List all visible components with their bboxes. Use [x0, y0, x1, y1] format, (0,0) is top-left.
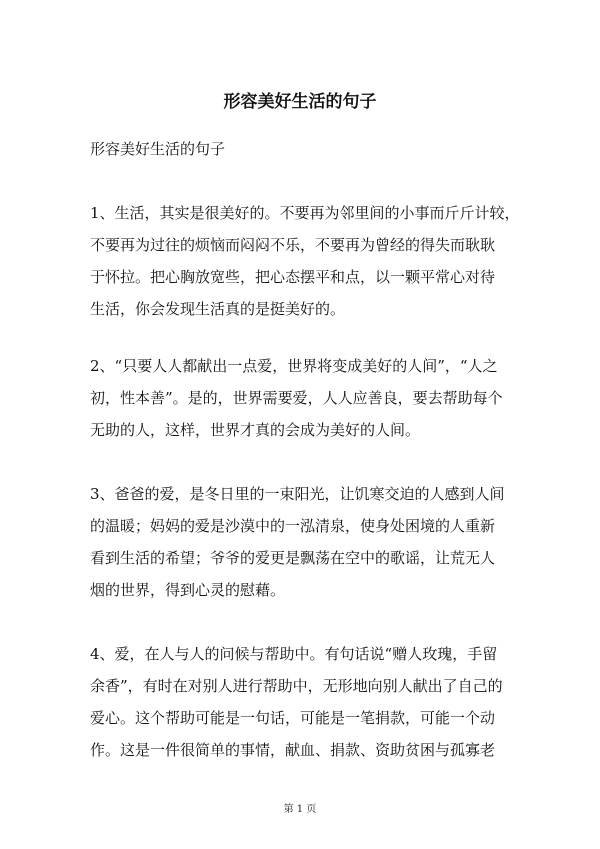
paragraph-line: 无助的人，这样，世界才真的会成为美好的人间。 [90, 421, 421, 439]
page-number: 第 1 页 [283, 804, 317, 815]
paragraph-line: 烟的世界，得到心灵的慰藉。 [90, 581, 286, 599]
paragraph-line: 余香”，有时在对别人进行帮助中，无形地向别人献出了自己的 [90, 677, 503, 695]
paragraph-line: 不要再为过往的烦恼而闷闷不乐，不要再为曾经的得失而耿耿 [90, 236, 496, 254]
paragraph-line: 作。这是一件很简单的事情，献血、捐款、资助贫困与孤寡老 [90, 741, 496, 759]
paragraph-line: 1、生活，其实是很美好的。不要再为邻里间的小事而斤斤计较， [90, 204, 520, 222]
document-subtitle: 形容美好生活的句子 [90, 140, 226, 158]
paragraph-2 [90, 350, 510, 446]
paragraph-line: 初，性本善”。是的，世界需要爱，人人应善良，要去帮助每个 [90, 389, 503, 407]
paragraph-line: 生活，你会发现生活真的是挺美好的。 [90, 300, 346, 318]
paragraph-1 [90, 197, 520, 325]
paragraph-line: 3、爸爸的爱，是冬日里的一束阳光，让饥寒交迫的人感到人间 [90, 485, 505, 503]
paragraph-line: 4、爱，在人与人的问候与帮助中。有句话说“赠人玫瑰，手留 [90, 645, 498, 663]
paragraph-line: 于怀拉。把心胸放宽些，把心态摆平和点，以一颗平常心对待 [90, 268, 496, 286]
paragraph-4 [90, 638, 510, 766]
paragraph-line: 爱心。这个帮助可能是一句话，可能是一笔捐款，可能一个动 [90, 709, 496, 727]
paragraph-line: 看到生活的希望；爷爷的爱更是飘荡在空中的歌谣，让荒无人 [90, 549, 496, 567]
paragraph-line: 的温暖；妈妈的爱是沙漠中的一泓清泉，使身处困境的人重新 [90, 517, 496, 535]
paragraph-3 [90, 478, 510, 606]
document-title: 形容美好生活的句子 [223, 92, 377, 112]
paragraph-line: 2、“只要人人都献出一点爱，世界将变成美好的人间”，“人之 [90, 357, 498, 375]
